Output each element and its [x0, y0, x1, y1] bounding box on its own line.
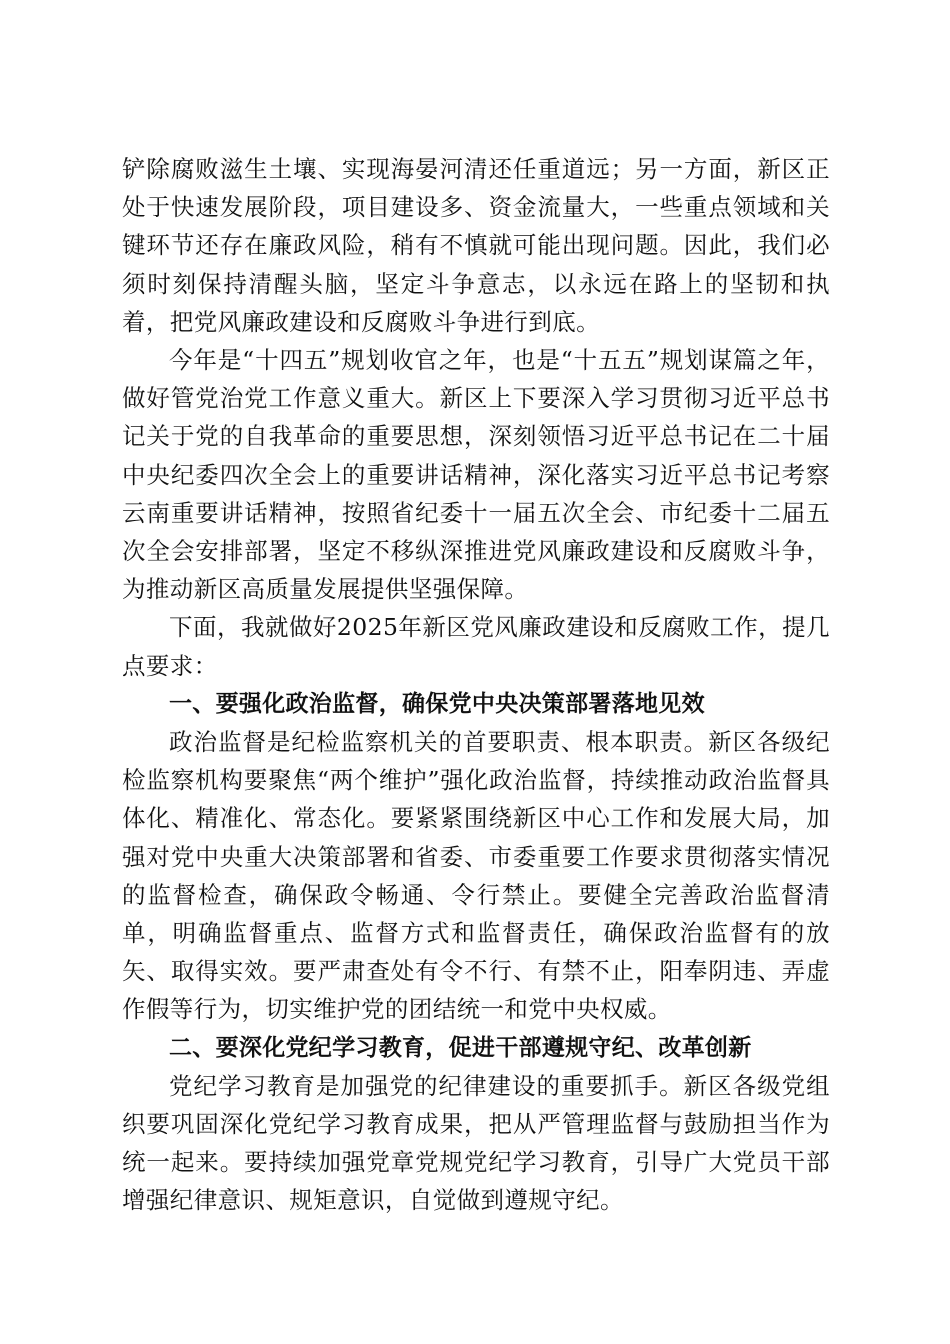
section-heading-political-supervision: 一、要强化政治监督，确保党中央决策部署落地见效	[169, 690, 705, 717]
paragraph-continued-intro: 铲除腐败滋生土壤、实现海晏河清还任重道远；另一方面，新区正处于快速发展阶段，项目建设多、资金流量大，一些重点领域和关键环节还存在廉政风险，稍有不慎就可能出现问题。因此，我们必须时刻保持清醒头脑，坚定斗争意志，以永远在路上的坚韧和执着，把党风廉政建设和反腐败斗争进行到底。	[122, 155, 830, 336]
paragraph-discipline-education: 党纪学习教育是加强党的纪律建设的重要抓手。新区各级党组织要巩固深化党纪学习教育成果，把从严管理监督与鼓励担当作为统一起来。要持续加强党章党规党纪学习教育，引导广大党员干部增强纪律意识、规矩意识，自觉做到遵规守纪。	[122, 1071, 830, 1215]
paragraph-annual-context: 今年是“十四五”规划收官之年，也是“十五五”规划谋篇之年，做好管党治党工作意义重大。新区上下要深入学习贯彻习近平总书记关于党的自我革命的重要思想，深刻领悟习近平总书记在二十届中央纪委四次全会上的重要讲话精神，深化落实习近平总书记考察云南重要讲话精神，按照省纪委十一届五次全会、市纪委十二届五次全会安排部署，坚定不移纵深推进党风廉政建设和反腐败斗争，为推动新区高质量发展提供坚强保障。	[122, 346, 830, 604]
section-heading-discipline-education: 二、要深化党纪学习教育，促进干部遵规守纪、改革创新	[169, 1034, 752, 1061]
document-page	[122, 150, 830, 1220]
paragraph-requirements-lead: 下面，我就做好2025年新区党风廉政建设和反腐败工作，提几点要求：	[122, 613, 830, 680]
paragraph-political-supervision: 政治监督是纪检监察机关的首要职责、根本职责。新区各级纪检监察机构要聚焦“两个维护”强化政治监督，持续推动政治监督具体化、精准化、常态化。要紧紧围绕新区中心工作和发展大局，加强对党中央重大决策部署和省委、市委重要工作要求贯彻落实情况的监督检查，确保政令畅通、令行禁止。要健全完善政治监督清单，明确监督重点、监督方式和监督责任，确保政治监督有的放矢、取得实效。要严肃查处有令不行、有禁不止，阳奉阴违、弄虚作假等行为，切实维护党的团结统一和党中央权威。	[122, 728, 830, 1024]
